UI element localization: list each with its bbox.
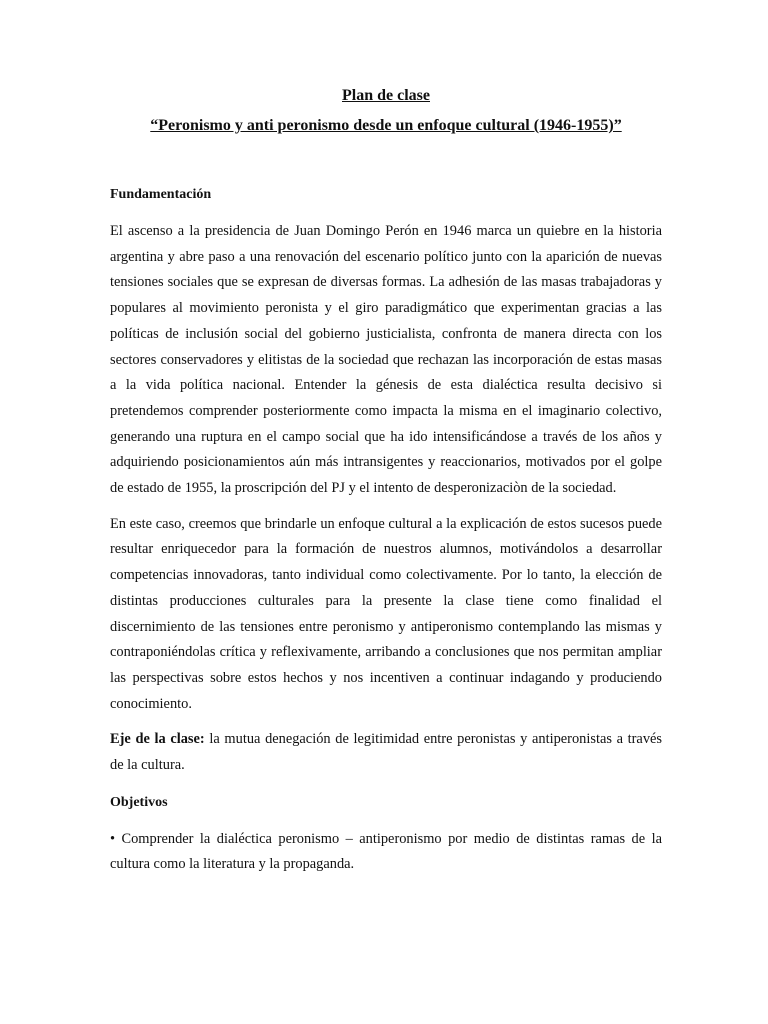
heading-fundamentacion: Fundamentación: [110, 187, 212, 202]
eje-label: Eje de la clase:: [110, 731, 205, 748]
heading-objetivos: Objetivos: [110, 794, 168, 810]
document-subtitle: “Peronismo y anti peronismo desde un enfoque cultural (1946-1955)”: [150, 117, 622, 134]
eje-text: la mutua denegación de legitimidad entre peronistas y antiperonistas a través de la cultura.: [110, 731, 663, 774]
document-title: Plan de clase: [342, 87, 430, 104]
paragraph-eje: [110, 727, 662, 778]
document-page: [110, 84, 662, 878]
paragraph-fundamentacion-1: El ascenso a la presidencia de Juan Domingo Perón en 1946 marca un quiebre en la historia argentina y abre paso a una renovación del escenario político junto con la aparición de nuevas tensiones sociales que se expresan de diversas formas. La adhesión de las masas trabajadoras y populares al movimiento peronista y el giro paradigmático que experimentan gracias a las políticas de inclusión social del gobierno justicialista, confronta de manera directa con los sectores conservadores y elitistas de la sociedad que rechazan las incorporación de estas masas a la vida política nacional. Entender la génesis de esta dialéctica resulta decisivo si pretendemos comprender posteriormente como impacta la misma en el imaginario colectivo, generando una ruptura en el campo social que ha ido intensificándose a través de los años y adquiriendo posicionamientos aún más intransigentes y reaccionarios, motivados por el golpe de estado de 1955, la proscripción del PJ y el intento de desperonizaciòn de la sociedad.: [110, 223, 662, 497]
objetivo-item: • Comprender la dialéctica peronismo – antiperonismo por medio de distintas ramas de la cultura como la literatura y la propaganda.: [110, 830, 662, 873]
paragraph-fundamentacion-2: En este caso, creemos que brindarle un enfoque cultural a la explicación de estos sucesos puede resultar enriquecedor para la formación de nuestros alumnos, motivándolos a desarrollar competencias innovadoras, tanto individual como colectivamente. Por lo tanto, la elección de distintas producciones culturales para la presente la clase tiene como finalidad el discernimiento de las tensiones entre peronismo y antiperonismo contemplando las mismas y contraponiéndolas crítica y reflexivamente, arribando a conclusiones que nos permitan ampliar las perspectivas sobre estos hechos y nos incentiven a continuar indagando y produciendo conocimiento.: [110, 515, 662, 712]
